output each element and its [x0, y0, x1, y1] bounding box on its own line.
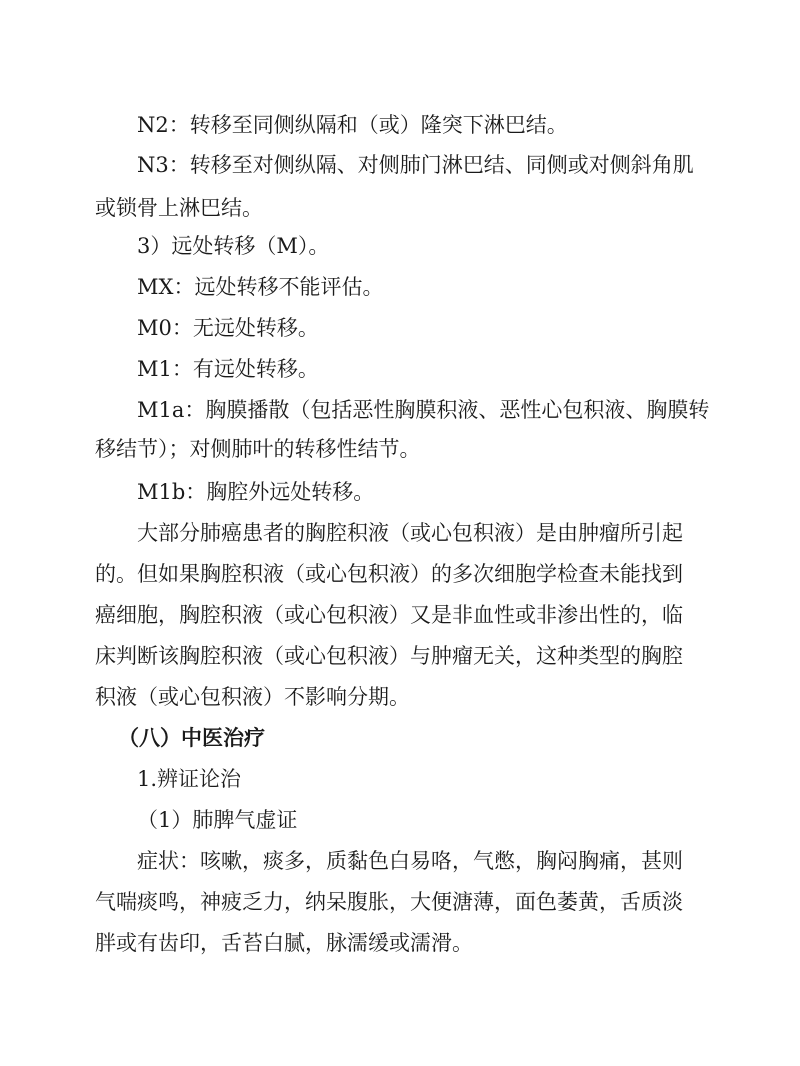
text-line-symptoms-2: 气喘痰鸣，神疲乏力，纳呆腹胀，大便溏薄，面色萎黄，舌质淡	[95, 890, 683, 914]
text-line-para-1: 大部分肺癌患者的胸腔积液（或心包积液）是由肿瘤所引起	[137, 521, 683, 545]
text-line-distant-metastasis: 3）远处转移（M）。	[137, 234, 330, 258]
subsection-item-1: （1）肺脾气虚证	[137, 808, 298, 832]
text-line-para-4: 床判断该胸腔积液（或心包积液）与肿瘤无关，这种类型的胸腔	[95, 644, 683, 668]
text-line-m0: M0：无远处转移。	[137, 316, 319, 340]
subsection-heading: 1.辨证论治	[137, 767, 242, 791]
text-line-m1: M1：有远处转移。	[137, 357, 319, 381]
text-line-symptoms-3: 胖或有齿印，舌苔白腻，脉濡缓或濡滑。	[95, 931, 473, 955]
text-line-para-3: 癌细胞，胸腔积液（或心包积液）又是非血性或非渗出性的，临	[95, 603, 683, 627]
text-line-n3-cont: 或锁骨上淋巴结。	[95, 196, 263, 220]
text-line-n3: N3：转移至对侧纵隔、对侧肺门淋巴结、同侧或对侧斜角肌	[137, 153, 694, 177]
section-heading-tcm: （八）中医治疗	[118, 725, 265, 750]
text-line-para-2: 的。但如果胸腔积液（或心包积液）的多次细胞学检查未能找到	[95, 562, 683, 586]
text-line-mx: MX：远处转移不能评估。	[137, 275, 384, 299]
text-line-symptoms-1: 症状：咳嗽，痰多，质黏色白易咯，气憋，胸闷胸痛，甚则	[137, 849, 683, 873]
text-line-n2: N2：转移至同侧纵隔和（或）隆突下淋巴结。	[137, 113, 568, 137]
text-line-m1b: M1b：胸腔外远处转移。	[137, 480, 375, 504]
text-line-m1a-cont: 移结节）；对侧肺叶的转移性结节。	[95, 437, 421, 461]
text-line-para-5: 积液（或心包积液）不影响分期。	[95, 685, 410, 709]
text-line-m1a: M1a：胸膜播散（包括恶性胸膜积液、恶性心包积液、胸膜转	[137, 398, 710, 422]
